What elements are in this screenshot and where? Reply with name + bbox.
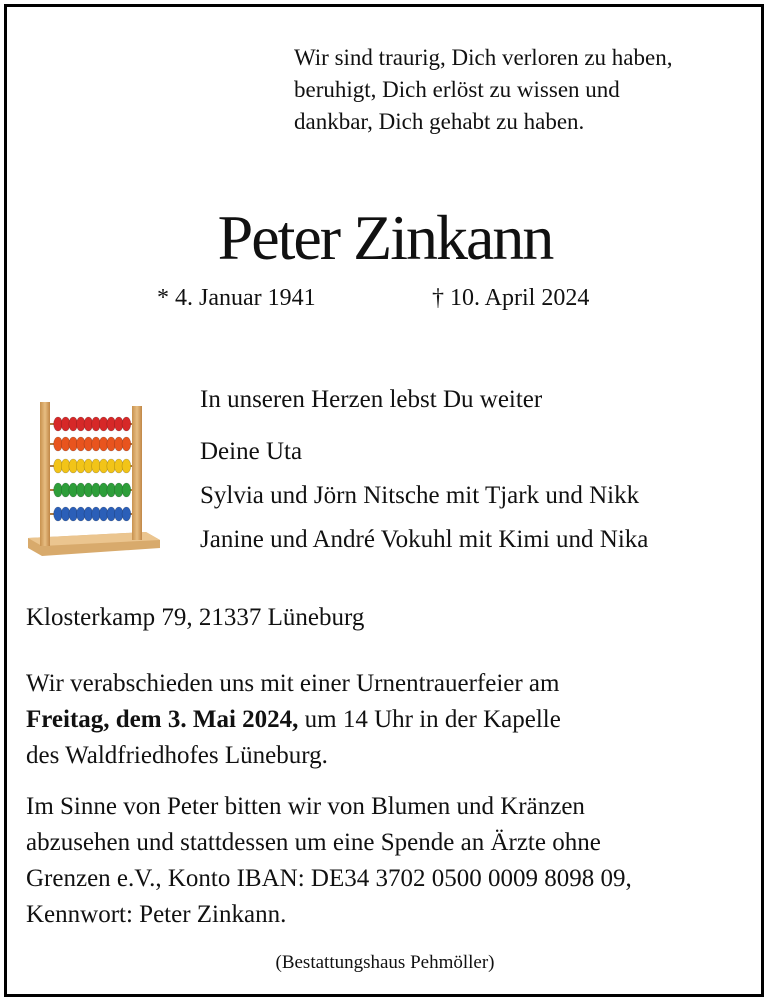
mourner-name: Janine und André Vokuhl mit Kimi und Nika	[200, 526, 649, 553]
quote-line: Wir sind traurig, Dich verloren zu haben,	[294, 45, 673, 70]
abacus-bead	[122, 437, 131, 451]
donation-line: Grenzen e.V., Konto IBAN: DE34 3702 0500 0009 8098 09,	[26, 865, 632, 892]
quote-line: dankbar, Dich gehabt zu haben.	[294, 109, 585, 134]
abacus-bead	[122, 507, 131, 521]
donation-line: Im Sinne von Peter bitten wir von Blumen und Kränzen	[26, 793, 585, 820]
abacus-icon	[26, 398, 162, 558]
mourner-name: Sylvia und Jörn Nitsche mit Tjark und Nikk	[200, 482, 640, 509]
donation-request	[26, 789, 750, 933]
ceremony-time-place: um 14 Uhr in der Kapelle	[298, 706, 561, 733]
abacus-bead	[122, 483, 131, 497]
death-date: † 10. April 2024	[432, 285, 590, 311]
deceased-name: Peter Zinkann	[217, 202, 553, 273]
donation-line: Kennwort: Peter Zinkann.	[26, 901, 287, 928]
undertaker-credit: (Bestattungshaus Pehmöller)	[275, 952, 495, 973]
mourner-name: Deine Uta	[200, 438, 303, 465]
quote-line: beruhigt, Dich erlöst zu wissen und	[294, 77, 620, 102]
ceremony-line: des Waldfriedhofes Lüneburg.	[26, 742, 328, 769]
quote	[294, 42, 754, 138]
ceremony-line	[26, 702, 746, 738]
address: Klosterkamp 79, 21337 Lüneburg	[26, 604, 365, 631]
donation-line: abzusehen und stattdessen um eine Spende an Ärzte ohne	[26, 829, 601, 856]
ceremony-info	[26, 666, 746, 774]
ceremony-line: Wir verabschieden uns mit einer Urnentrauerfeier am	[26, 670, 560, 697]
memorial-motto: In unseren Herzen lebst Du weiter	[200, 386, 543, 413]
abacus-bead	[122, 417, 131, 431]
birth-date: * 4. Januar 1941	[157, 285, 316, 311]
abacus-bead	[122, 459, 131, 473]
mourners-block	[200, 378, 648, 562]
ceremony-date: Freitag, dem 3. Mai 2024,	[26, 706, 299, 733]
